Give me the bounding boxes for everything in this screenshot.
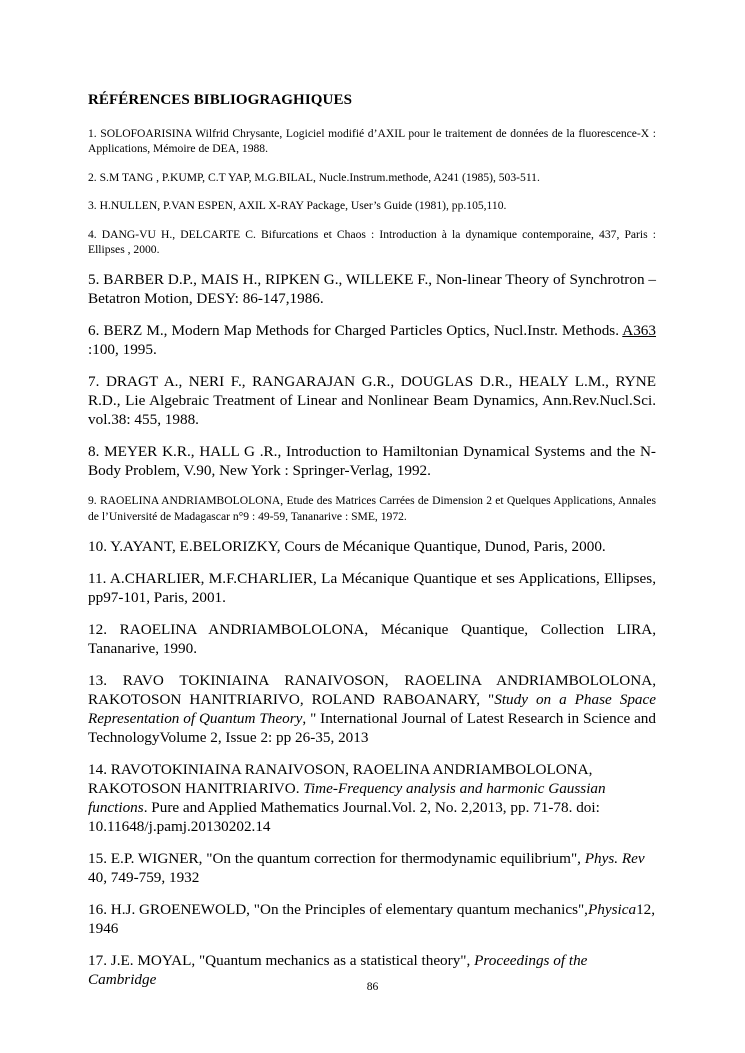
reference-14-authors: 14. RAVOTOKINIAINA RANAIVOSON, RAOELINA ANDRIAMBOLOLONA, RAKOTOSON HANITRIARIVO. <box>88 761 593 798</box>
reference-15-journal: Phys. Rev <box>584 850 645 868</box>
page-number: 86 <box>366 980 379 993</box>
reference-9: 9. RAOELINA ANDRIAMBOLOLONA, Etude des Matrices Carrées de Dimension 2 et Quelques Applications, Annales de l’Université de Madagascar n°9 : 49-59, Tananarive : SME, 1972. <box>88 494 656 523</box>
reference-16-authors: 16. H.J. GROENEWOLD, "On the Principles of elementary quantum mechanics", <box>88 901 588 919</box>
reference-5: 5. BARBER D.P., MAIS H., RIPKEN G., WILLEKE F., Non-linear Theory of Synchrotron – Betatron Motion, DESY: 86-147,1986. <box>88 271 656 308</box>
reference-16-journal: Physica <box>587 901 637 919</box>
reference-page <box>88 92 656 1002</box>
reference-14 <box>88 760 656 836</box>
reference-13-authors: 13. RAVO TOKINIAINA RANAIVOSON, RAOELINA ANDRIAMBOLOLONA, RAKOTOSON HANITRIARIVO, ROLAND RABOANARY, " <box>88 672 656 709</box>
reference-14-rest: . Pure and Applied Mathematics Journal.Vol. 2, No. 2,2013, pp. 71-78. doi: 10.11648/j.pamj.20130202.14 <box>88 799 600 836</box>
reference-14-title: Time-Frequency analysis and harmonic Gaussian functions <box>88 780 606 817</box>
reference-6-rest: :100, 1995. <box>88 341 157 359</box>
reference-15-rest: 40, 749-759, 1932 <box>88 869 200 887</box>
reference-13-rest: , " International Journal of Latest Research in Science and TechnologyVolume 2, Issue 2: pp 26-35, 2013 <box>88 710 656 747</box>
reference-16-rest: 12, 1946 <box>88 901 656 938</box>
reference-11: 11. A.CHARLIER, M.F.CHARLIER, La Mécanique Quantique et ses Applications, Ellipses, pp97-101, Paris, 2001. <box>88 570 656 607</box>
reference-13 <box>88 671 656 747</box>
reference-2: 2. S.M TANG , P.KUMP, C.T YAP, M.G.BILAL, Nucle.Instrum.methode, A241 (1985), 503-511. <box>88 170 540 184</box>
reference-6 <box>88 321 656 359</box>
reference-17-journal: Proceedings of the Cambridge <box>88 952 588 989</box>
reference-6-text: 6. BERZ M., Modern Map Methods for Charged Particles Optics, Nucl.Instr. Methods. <box>88 322 623 340</box>
reference-12: 12. RAOELINA ANDRIAMBOLOLONA, Mécanique Quantique, Collection LIRA, Tananarive, 1990. <box>88 621 656 658</box>
reference-13-title: Study on a Phase Space Representation of Quantum Theory <box>88 691 656 728</box>
reference-15-authors: 15. E.P. WIGNER, "On the quantum correction for thermodynamic equilibrium", <box>88 850 585 868</box>
reference-16 <box>88 900 656 938</box>
reference-10: 10. Y.AYANT, E.BELORIZKY, Cours de Mécanique Quantique, Dunod, Paris, 2000. <box>88 538 606 556</box>
reference-8: 8. MEYER K.R., HALL G .R., Introduction to Hamiltonian Dynamical Systems and the N-Body Problem, V.90, New York : Springer-Verlag, 1992. <box>88 443 656 480</box>
reference-3: 3. H.NULLEN, P.VAN ESPEN, AXIL X-RAY Package, User’s Guide (1981), pp.105,110. <box>88 199 507 213</box>
reference-7: 7. DRAGT A., NERI F., RANGARAJAN G.R., DOUGLAS D.R., HEALY L.M., RYNE R.D., Lie Algebraic Treatment of Linear and Nonlinear Beam Dynamics, Ann.Rev.Nucl.Sci. vol.38: 455, 1988. <box>88 373 656 429</box>
reference-1: 1. SOLOFOARISINA Wilfrid Chrysante, Logiciel modifié d’AXIL pour le traitement de données de la fluorescence-X : Applications, Mémoire de DEA, 1988. <box>88 127 656 156</box>
reference-15 <box>88 849 656 887</box>
reference-4: 4. DANG-VU H., DELCARTE C. Bifurcations et Chaos : Introduction à la dynamique contemporaine, 437, Paris : Ellipses , 2000. <box>88 227 656 257</box>
reference-6-volume: A363 <box>622 322 656 340</box>
reference-17-authors: 17. J.E. MOYAL, "Quantum mechanics as a statistical theory", <box>88 952 475 970</box>
page-title: RÉFÉRENCES BIBLIOGRAGHIQUES <box>88 92 353 108</box>
